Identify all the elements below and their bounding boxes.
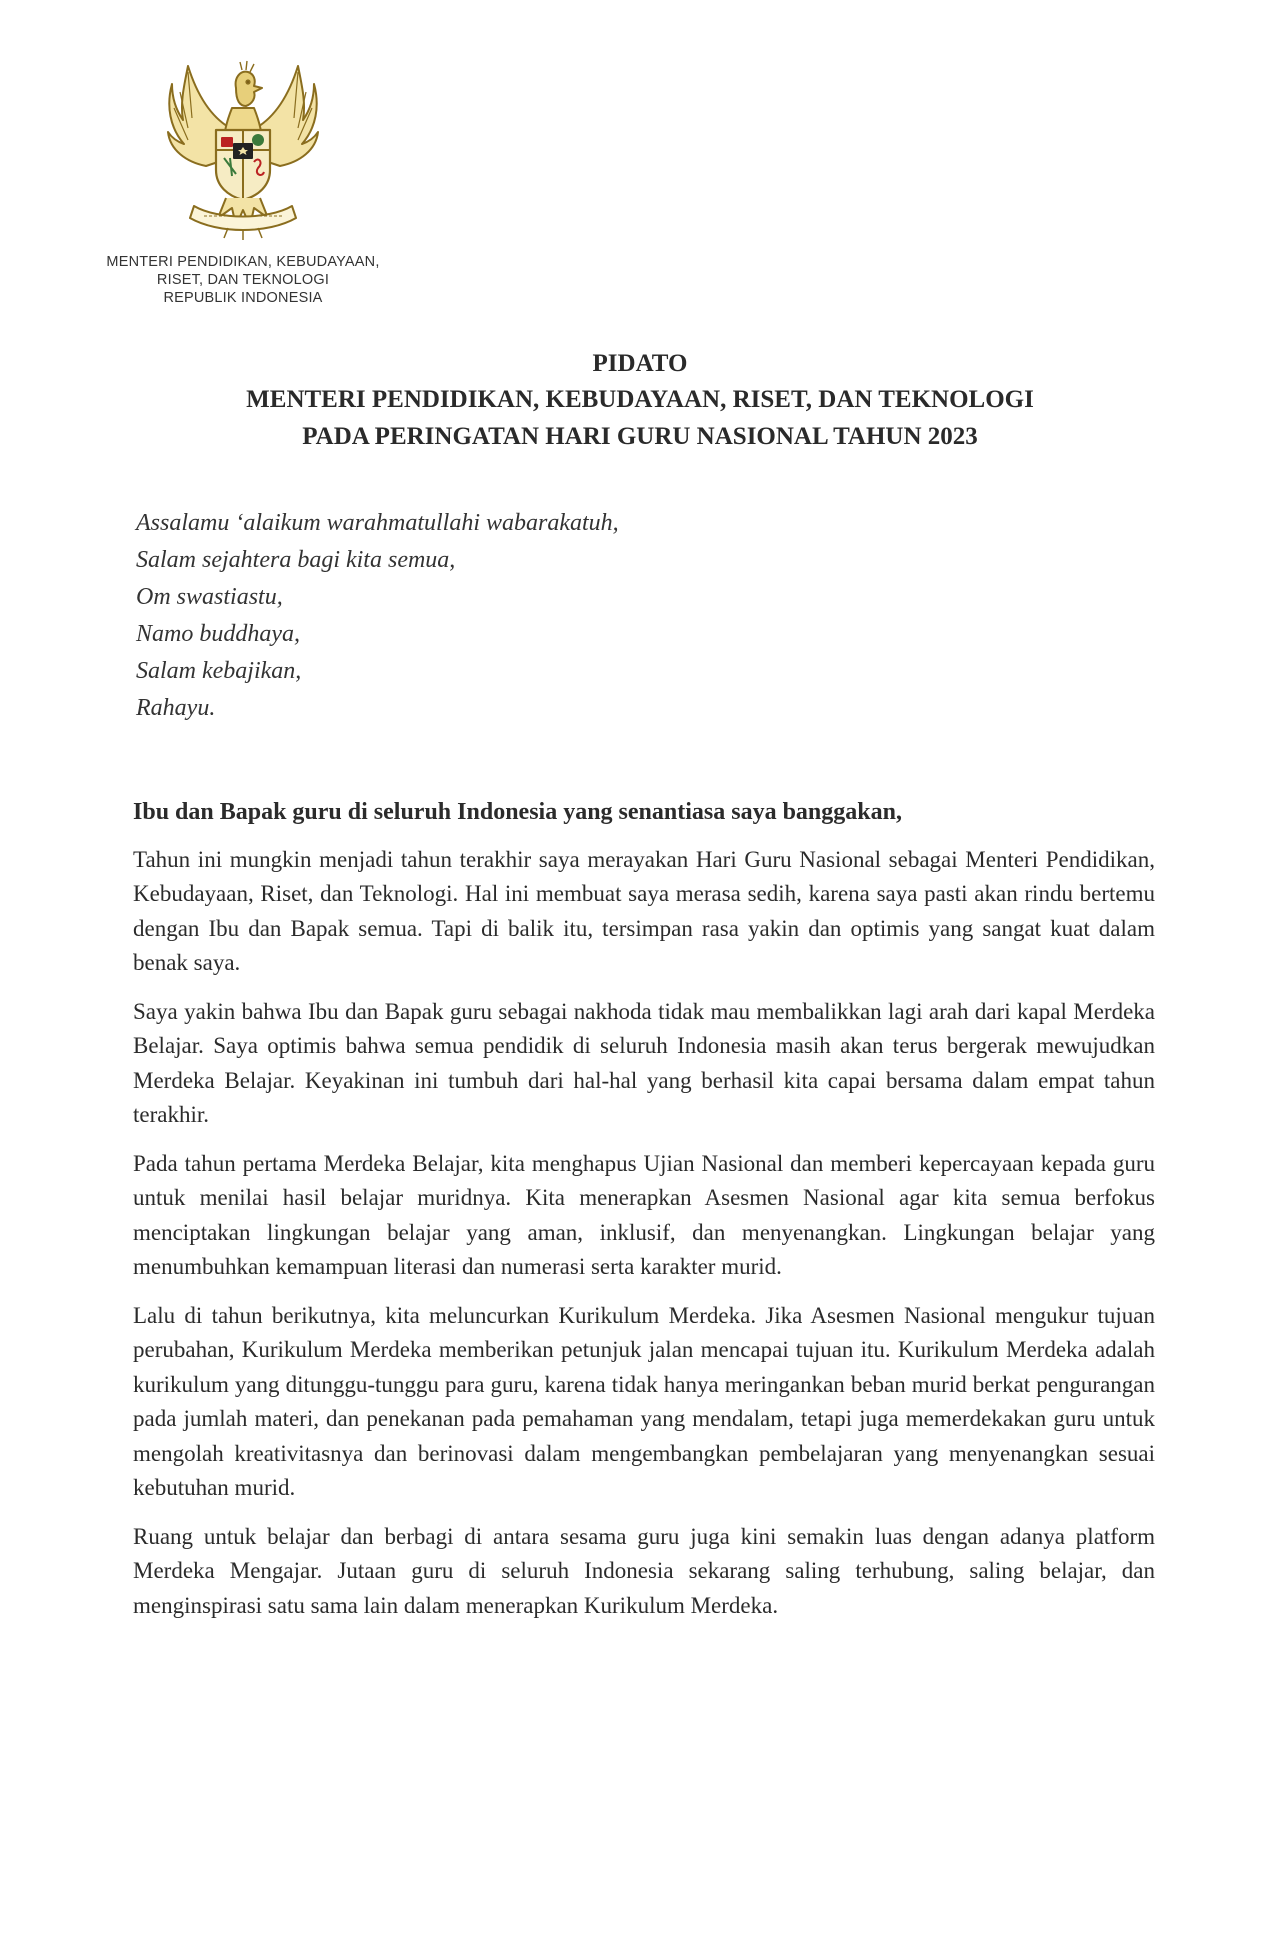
letterhead xyxy=(78,58,408,307)
ministry-line: MENTERI PENDIDIKAN, KEBUDAYAAN, xyxy=(106,254,380,270)
greeting-line: Salam kebajikan, xyxy=(136,658,302,684)
greeting-line: Namo buddhaya, xyxy=(136,621,300,647)
ministry-line: RISET, DAN TEKNOLOGI xyxy=(156,272,330,288)
garuda-pancasila-emblem-icon xyxy=(158,58,328,243)
paragraph: Lalu di tahun berikutnya, kita meluncurkan Kurikulum Merdeka. Jika Asesmen Nasional mengukur tujuan perubahan, Kurikulum Merdeka memberikan petunjuk jalan mencapai tujuan itu. Kurikulum Merdeka adalah kurikulum yang ditunggu-tunggu para guru, karena tidak hanya meringankan beban murid berkat pengurangan pada jumlah materi, dan penekanan pada pemahaman yang mendalam, tetapi juga memerdekakan guru untuk mengolah kreativitasnya dan berinovasi dalam mengembangkan pembelajaran yang menyenangkan sesuai kebutuhan murid. xyxy=(133,1302,1155,1500)
title-line-occasion: PADA PERINGATAN HARI GURU NASIONAL TAHUN 2023 xyxy=(302,423,978,450)
paragraph: Saya yakin bahwa Ibu dan Bapak guru sebagai nakhoda tidak mau membalikkan lagi arah dari kapal Merdeka Belajar. Saya optimis bahwa semua pendidik di seluruh Indonesia masih akan terus bergerak mewujudkan Merdeka Belajar. Keyakinan ini tumbuh dari hal-hal yang berhasil kita capai bersama dalam empat tahun terakhir. xyxy=(133,998,1155,1127)
paragraph: Pada tahun pertama Merdeka Belajar, kita menghapus Ujian Nasional dan memberi kepercayaan kepada guru untuk menilai hasil belajar muridnya. Kita menerapkan Asesmen Nasional agar kita semua berfokus menciptakan lingkungan belajar yang aman, inklusif, dan menyenangkan. Lingkungan belajar yang menumbuhkan kemampuan literasi dan numerasi serta karakter murid. xyxy=(133,1150,1155,1279)
title-line-minister: MENTERI PENDIDIKAN, KEBUDAYAAN, RISET, DAN TEKNOLOGI xyxy=(246,386,1034,413)
title-line-pidato: PIDATO xyxy=(592,350,688,377)
greeting-line: Assalamu ‘alaikum warahmatullahi wabarakatuh, xyxy=(136,510,619,536)
speech-body xyxy=(133,795,1155,1637)
opening-greetings xyxy=(136,505,619,727)
ministry-line: REPUBLIK INDONESIA xyxy=(163,290,323,306)
greeting-line: Salam sejahtera bagi kita semua, xyxy=(136,547,456,573)
salutation: Ibu dan Bapak guru di seluruh Indonesia yang senantiasa saya banggakan, xyxy=(133,799,902,825)
greeting-line: Om swastiastu, xyxy=(136,584,283,610)
greeting-line: Rahayu. xyxy=(136,695,216,721)
ministry-name xyxy=(78,253,408,307)
paragraph: Ruang untuk belajar dan berbagi di antara sesama guru juga kini semakin luas dengan adanya platform Merdeka Mengajar. Jutaan guru di seluruh Indonesia sekarang saling terhubung, saling belajar, dan menginspirasi satu sama lain dalam menerapkan Kurikulum Merdeka. xyxy=(133,1523,1155,1618)
speech-title xyxy=(130,347,1150,455)
paragraph: Tahun ini mungkin menjadi tahun terakhir saya merayakan Hari Guru Nasional sebagai Menteri Pendidikan, Kebudayaan, Riset, dan Teknologi. Hal ini membuat saya merasa sedih, karena saya pasti akan rindu bertemu dengan Ibu dan Bapak semua. Tapi di balik itu, tersimpan rasa yakin dan optimis yang sangat kuat dalam benak saya. xyxy=(133,846,1155,975)
